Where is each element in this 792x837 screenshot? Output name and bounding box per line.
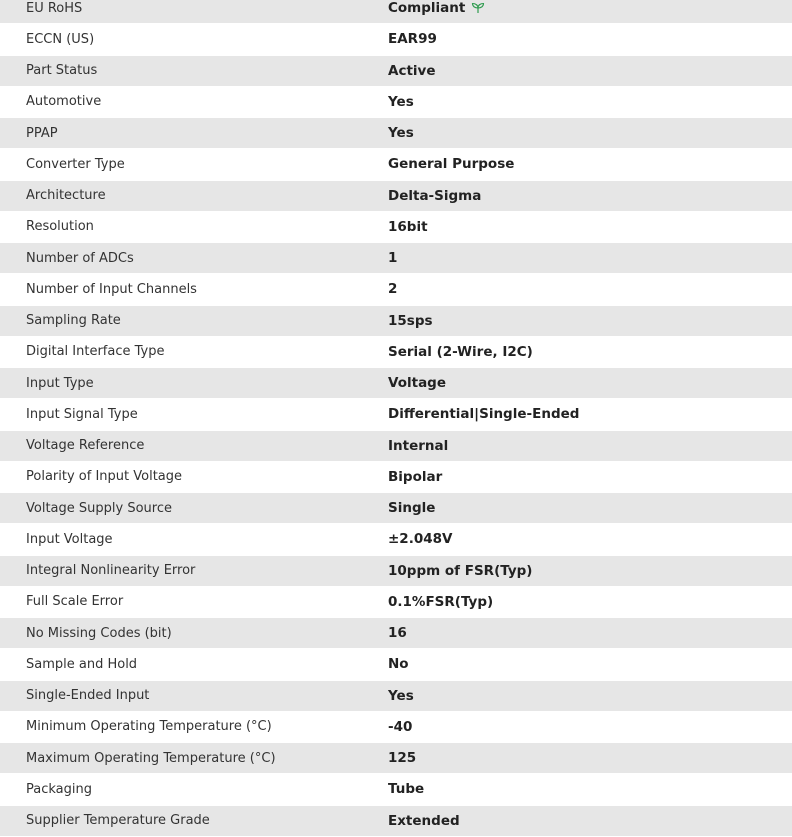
spec-label: Sample and Hold — [26, 656, 138, 672]
spec-row-voltage-reference — [0, 431, 792, 462]
spec-label: Sampling Rate — [26, 313, 121, 329]
spec-row-input-voltage — [0, 524, 792, 555]
spec-row-automotive — [0, 87, 792, 118]
spec-label: Packaging — [26, 781, 92, 797]
spec-row-eu-rohs — [0, 0, 792, 24]
spec-value: Differential|Single-Ended — [388, 406, 580, 423]
spec-value: 10ppm of FSR(Typ) — [388, 562, 533, 579]
spec-label: Number of ADCs — [26, 250, 134, 266]
spec-row-no-missing-codes — [0, 618, 792, 649]
spec-label: No Missing Codes (bit) — [26, 625, 172, 641]
spec-row-max-temp — [0, 743, 792, 774]
spec-row-single-ended-input — [0, 681, 792, 712]
spec-value: Tube — [388, 781, 425, 798]
spec-value: Bipolar — [388, 468, 443, 485]
spec-row-input-signal-type — [0, 399, 792, 430]
spec-value: Active — [388, 62, 436, 79]
spec-value: Delta-Sigma — [388, 187, 482, 204]
spec-label: Input Type — [26, 375, 94, 391]
spec-value: Yes — [388, 687, 414, 704]
spec-row-ppap — [0, 118, 792, 149]
spec-label: Maximum Operating Temperature (°C) — [26, 750, 276, 766]
spec-value-wrap — [388, 0, 485, 16]
spec-value: -40 — [388, 718, 413, 735]
spec-row-digital-interface — [0, 337, 792, 368]
spec-value: Yes — [388, 93, 414, 110]
spec-value: 16bit — [388, 218, 428, 235]
spec-label: Minimum Operating Temperature (°C) — [26, 719, 272, 735]
spec-label: Voltage Reference — [26, 438, 145, 454]
spec-label: Part Status — [26, 63, 98, 79]
spec-label: Integral Nonlinearity Error — [26, 563, 196, 579]
spec-value: 15sps — [388, 312, 433, 329]
spec-row-converter-type — [0, 149, 792, 180]
spec-row-input-channels — [0, 274, 792, 305]
spec-row-inl-error — [0, 556, 792, 587]
spec-label: Supplier Temperature Grade — [26, 813, 210, 829]
spec-row-input-type — [0, 368, 792, 399]
spec-label: Converter Type — [26, 156, 125, 172]
spec-row-packaging — [0, 774, 792, 805]
spec-row-resolution — [0, 212, 792, 243]
spec-label: EU RoHS — [26, 0, 83, 16]
spec-value: ±2.048V — [388, 531, 453, 548]
spec-value: 1 — [388, 250, 398, 267]
spec-label: Voltage Supply Source — [26, 500, 172, 516]
spec-label: Automotive — [26, 94, 102, 110]
spec-label: Number of Input Channels — [26, 281, 197, 297]
spec-value: 16 — [388, 625, 407, 642]
spec-row-temp-grade — [0, 806, 792, 837]
spec-value: General Purpose — [388, 156, 515, 173]
spec-value: Yes — [388, 125, 414, 142]
spec-value: 0.1%FSR(Typ) — [388, 593, 494, 610]
spec-value: Extended — [388, 812, 460, 829]
spec-value: Single — [388, 500, 436, 517]
leaf-icon — [471, 2, 485, 14]
spec-value: EAR99 — [388, 31, 437, 48]
spec-label: PPAP — [26, 125, 58, 141]
spec-row-polarity — [0, 462, 792, 493]
spec-label: Full Scale Error — [26, 594, 124, 610]
spec-label: Input Signal Type — [26, 406, 138, 422]
spec-value: Serial (2-Wire, I2C) — [388, 343, 533, 360]
spec-row-number-of-adcs — [0, 243, 792, 274]
spec-row-full-scale-error — [0, 587, 792, 618]
spec-label: Input Voltage — [26, 531, 113, 547]
spec-row-min-temp — [0, 712, 792, 743]
spec-value: Internal — [388, 437, 449, 454]
spec-label: Polarity of Input Voltage — [26, 469, 183, 485]
spec-label: Architecture — [26, 188, 106, 204]
spec-row-architecture — [0, 181, 792, 212]
spec-label: Single-Ended Input — [26, 688, 150, 704]
spec-value: No — [388, 656, 409, 673]
spec-row-sample-and-hold — [0, 649, 792, 680]
spec-row-eccn — [0, 24, 792, 55]
spec-label: ECCN (US) — [26, 31, 95, 47]
spec-row-voltage-supply — [0, 493, 792, 524]
spec-row-sampling-rate — [0, 306, 792, 337]
spec-value: 125 — [388, 750, 417, 767]
spec-label: Digital Interface Type — [26, 344, 165, 360]
spec-label: Resolution — [26, 219, 94, 235]
spec-value: Compliant — [388, 0, 466, 17]
spec-value: Voltage — [388, 375, 446, 392]
spec-row-part-status — [0, 56, 792, 87]
spec-value: 2 — [388, 281, 398, 298]
